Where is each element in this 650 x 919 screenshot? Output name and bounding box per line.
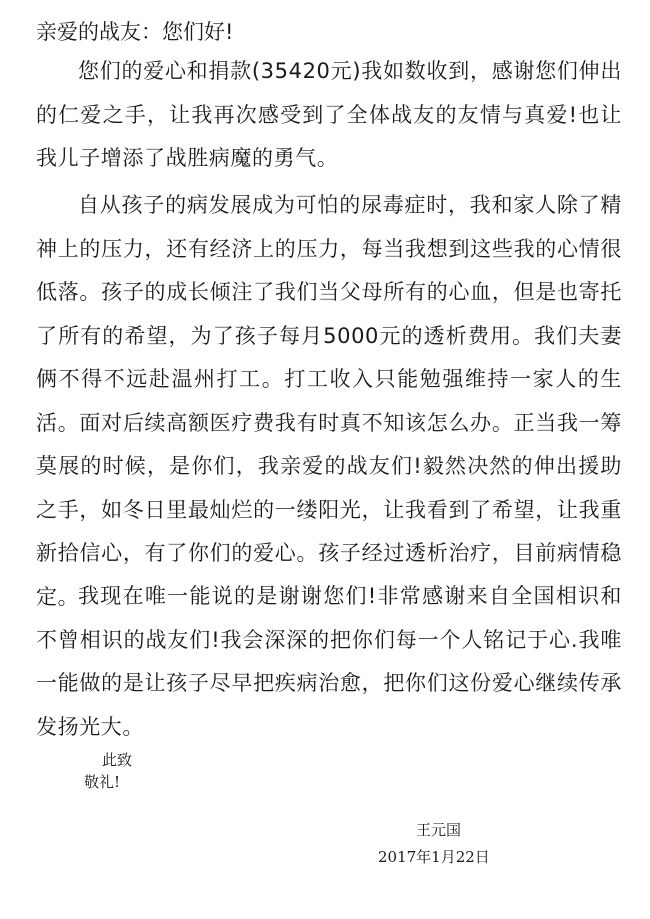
letter-paragraph-2: 自从孩子的病发展成为可怕的尿毒症时，我和家人除了精神上的压力，还有经济上的压力，每当我想到这些我的心情很低落。孩子的成长倾注了我们当父母所有的心血，但是也寄托了所有的希望，为了孩子每月5000元的透析费用。我们夫妻俩不得不远赴温州打工。打工收入只能勉强维持一家人的生活。面对后续高额医疗费我有时真不知该怎么办。正当我一筹莫展的时候，是你们，我亲爱的战友们!毅然决然的伸出援助之手，如冬日里最灿烂的一缕阳光，让我看到了希望，让我重新拾信心，有了你们的爱心。孩子经过透析治疗，目前病情稳定。 — [36, 193, 622, 609]
signature-name: 王元国 — [416, 821, 462, 839]
closing-line-1: 此致 — [102, 751, 133, 769]
closing-line-2: 敬礼! — [84, 773, 121, 791]
letter-greeting: 亲爱的战友：您们好! — [36, 20, 234, 44]
signature-date: 2017年1月22日 — [378, 848, 490, 866]
letter-paragraph-3: 我现在唯一能说的是谢谢您们!非常感谢来自全国相识和不曾相识的战友们!我会深深的把你们每一个人铭记于心.我唯一能做的是让孩子尽早把疾病治愈，把你们这份爱心继续传承发扬光大。 — [36, 584, 622, 739]
letter-paragraph-1: 您们的爱心和捐款(35420元)我如数收到，感谢您们伸出的仁爱之手，让我再次感受到了全体战友的友情与真爱!也让我儿子增添了战胜病魔的勇气。 — [36, 59, 622, 170]
